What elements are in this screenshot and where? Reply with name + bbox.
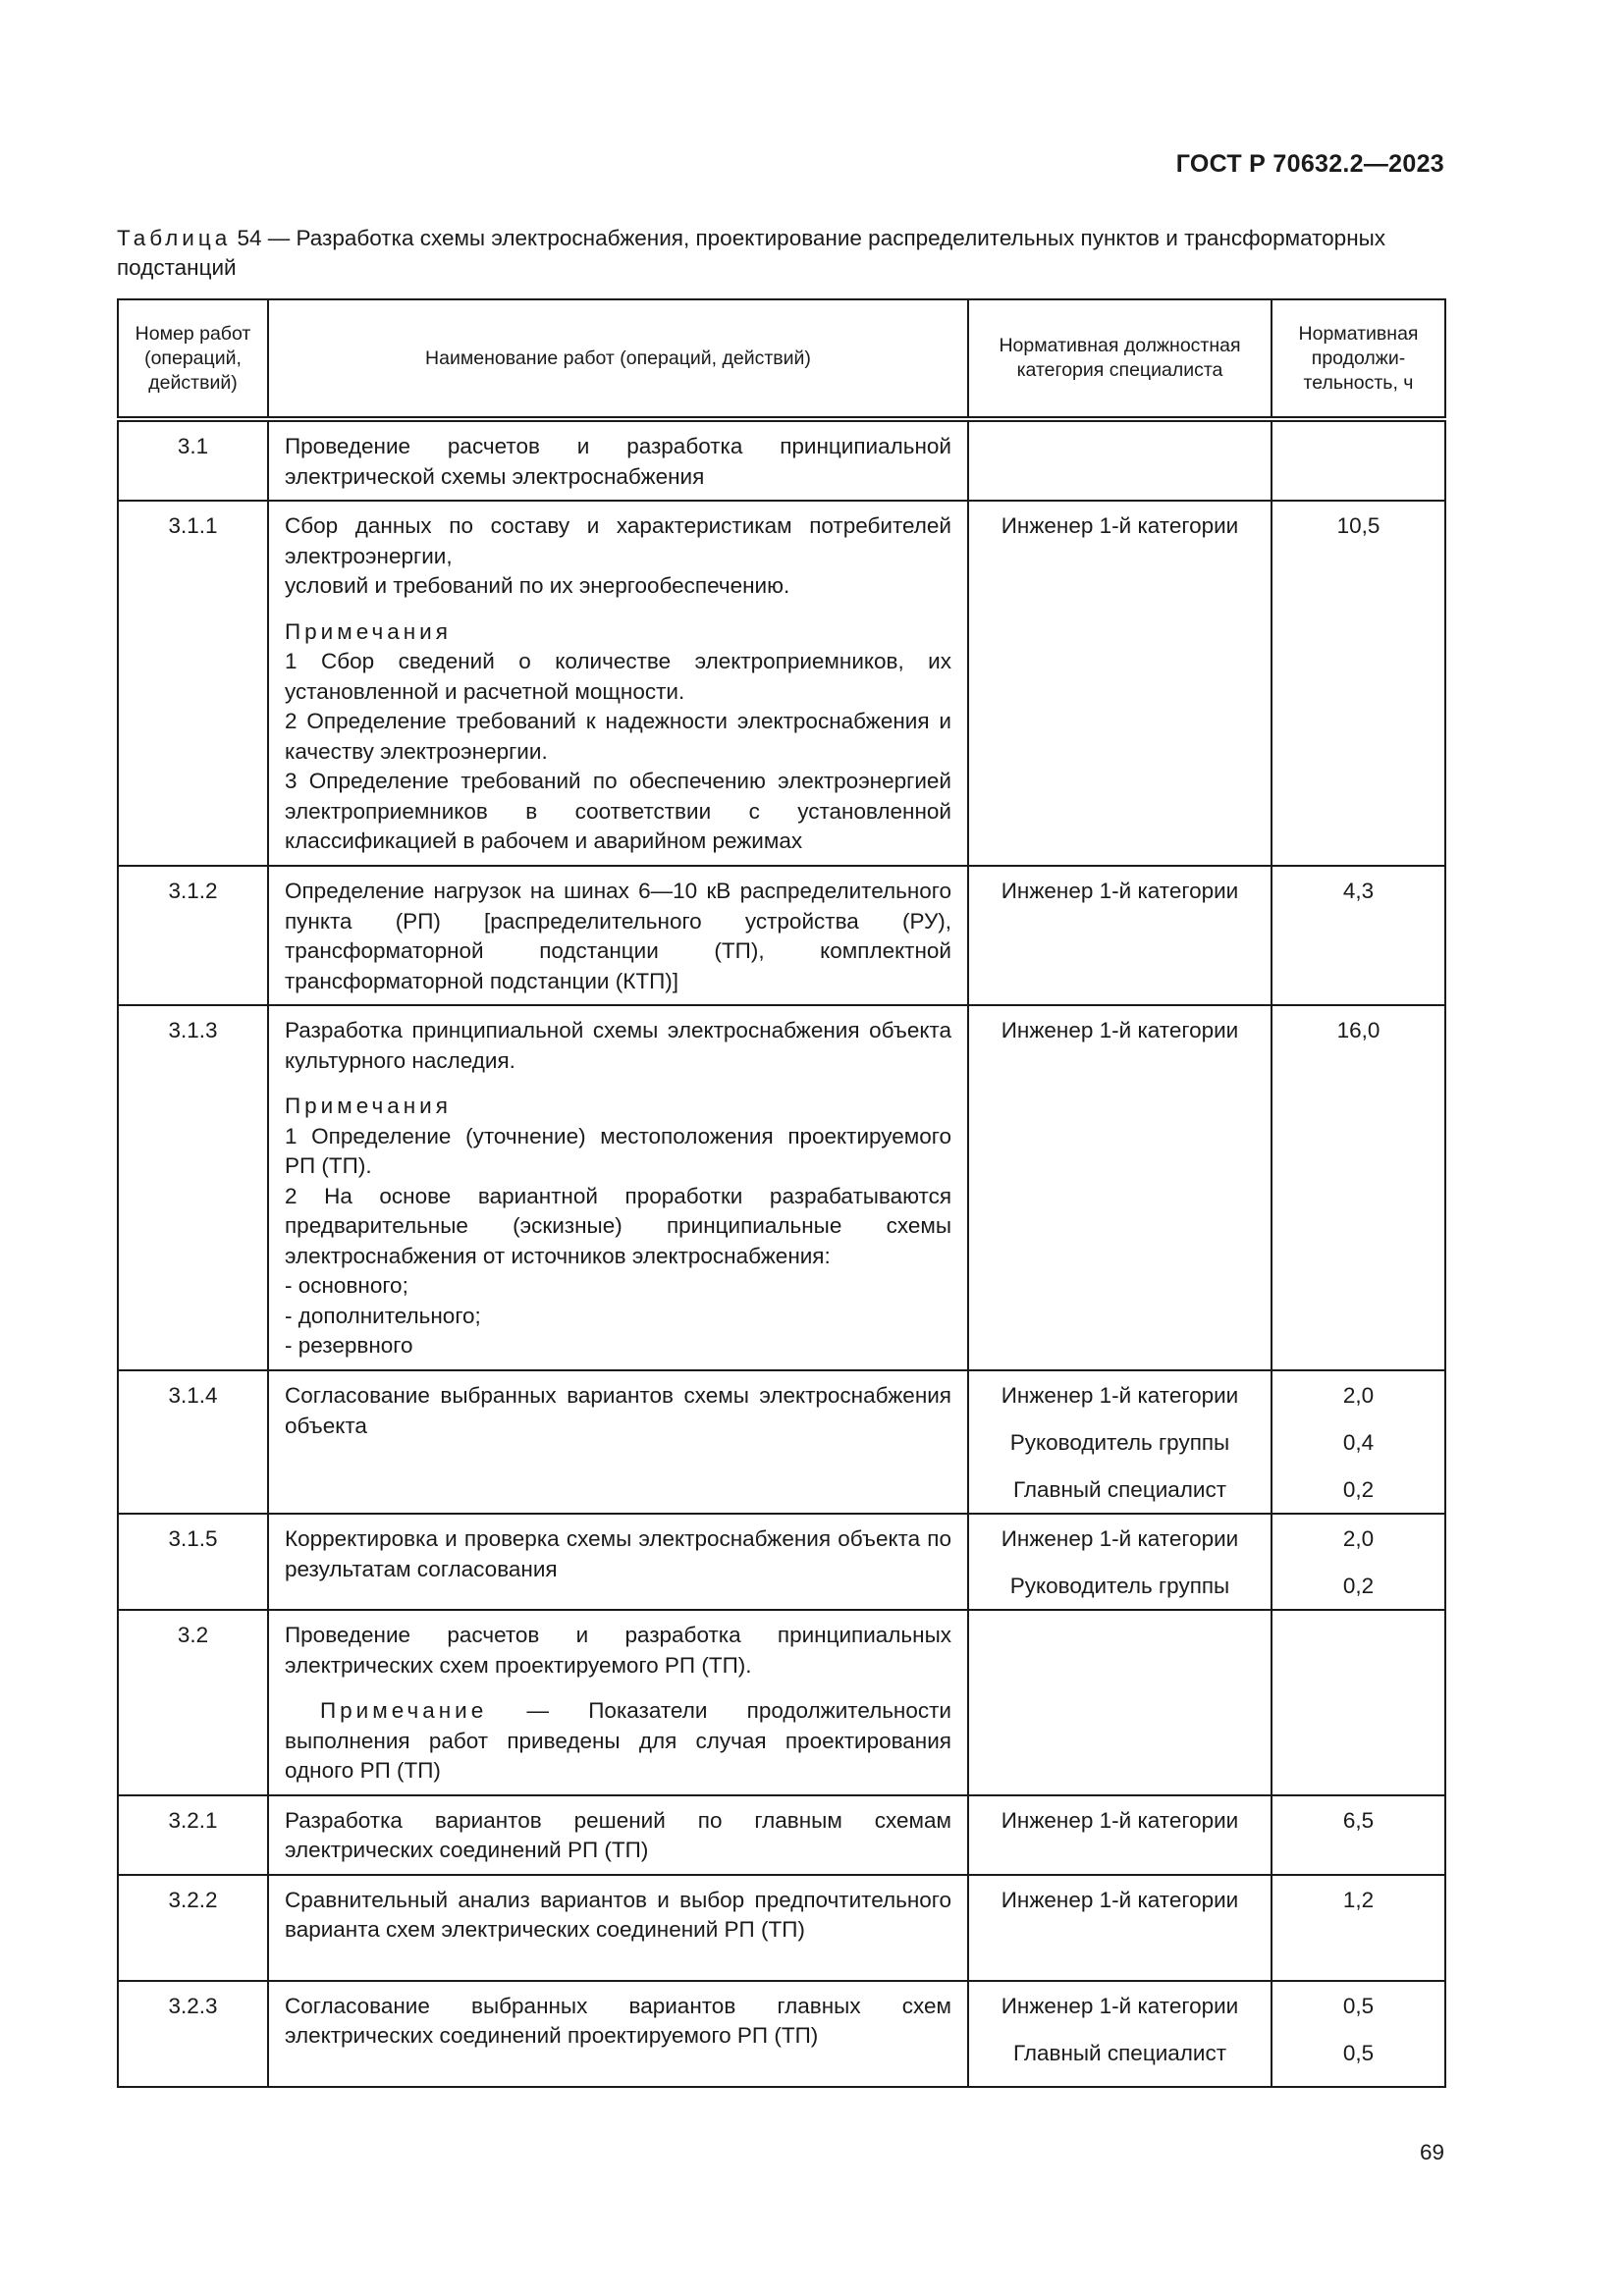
specialist-category-cell xyxy=(968,419,1272,501)
work-name-paragraph: Сравнительный анализ вариантов и выбор предпочтительного варианта схем электрических соединений РП (ТП) xyxy=(285,1887,951,1942)
specialist-category-cell xyxy=(968,1610,1272,1795)
specialist-category: Инженер 1-й категории xyxy=(1001,1887,1239,1912)
duration-hours: 0,2 xyxy=(1342,1477,1375,1502)
table-caption-text: 54 — Разработка схемы электроснабжения, проектирование распределительных пунктов и трансформаторных подстанций xyxy=(117,226,1386,280)
duration-hours: 16,0 xyxy=(1336,1018,1380,1042)
column-header-duration: Нормативная продолжи-тельность, ч xyxy=(1272,299,1445,419)
specialist-category: Инженер 1-й категории xyxy=(1001,1018,1239,1042)
table-row xyxy=(118,1005,1445,1370)
specialist-category-cell xyxy=(968,501,1272,866)
specialist-category-cell xyxy=(968,866,1272,1005)
duration-hours: 4,3 xyxy=(1342,879,1375,903)
table-row xyxy=(118,419,1445,501)
specialist-category: Инженер 1-й категории xyxy=(1001,513,1239,538)
work-name xyxy=(268,1795,968,1875)
work-name-paragraph: - резервного xyxy=(285,1333,413,1358)
work-name-paragraph: Согласование выбранных вариантов главных схем электрических соединений проектируемого РП (ТП) xyxy=(285,1993,951,2048)
duration-hours-cell xyxy=(1272,1514,1445,1610)
work-name-paragraph: условий и требований по их энергообеспечению. xyxy=(285,573,790,598)
column-header-specialist: Нормативная должностная категория специалиста xyxy=(968,299,1272,419)
duration-hours: 0,5 xyxy=(1342,2040,1375,2065)
work-name xyxy=(268,866,968,1005)
specialist-category-cell xyxy=(968,1005,1272,1370)
specialist-category-cell xyxy=(968,1875,1272,1981)
duration-hours: 10,5 xyxy=(1336,513,1380,538)
table-row xyxy=(118,1370,1445,1514)
work-name-paragraph: Проведение расчетов и разработка принципиальной электрической схемы электроснабжения xyxy=(285,434,951,489)
duration-hours-cell xyxy=(1272,1795,1445,1875)
table-row xyxy=(118,1514,1445,1610)
work-name xyxy=(268,1875,968,1981)
work-name-paragraph: Разработка принципиальной схемы электроснабжения объекта культурного наследия. xyxy=(285,1018,951,1073)
work-name-paragraph: Сбор данных по составу и характеристикам потребителей электроэнергии, xyxy=(285,513,951,568)
specialist-category: Инженер 1-й категории xyxy=(1001,879,1239,903)
duration-hours-cell xyxy=(1272,501,1445,866)
work-name-paragraph: 2 Определение требований к надежности электроснабжения и качеству электроэнергии. xyxy=(285,709,951,764)
work-name-paragraph: Согласование выбранных вариантов схемы электроснабжения объекта xyxy=(285,1383,951,1438)
column-header-number: Номер работ (операций, действий) xyxy=(118,299,268,419)
specialist-category: Главный специалист xyxy=(1012,1477,1227,1502)
work-name-paragraph: 1 Сбор сведений о количестве электроприемников, их установленной и расчетной мощности. xyxy=(285,649,951,704)
duration-hours: 2,0 xyxy=(1342,1526,1375,1551)
work-number: 3.1.3 xyxy=(118,1005,268,1370)
duration-hours-cell xyxy=(1272,1370,1445,1514)
work-name xyxy=(268,501,968,866)
specialist-category-cell xyxy=(968,1514,1272,1610)
specialist-category-cell xyxy=(968,1370,1272,1514)
work-name-paragraph: Проведение расчетов и разработка принципиальных электрических схем проектируемого РП (ТП). xyxy=(285,1623,951,1678)
table-row xyxy=(118,1610,1445,1795)
work-name xyxy=(268,1514,968,1610)
work-number: 3.2.2 xyxy=(118,1875,268,1981)
work-number: 3.1.2 xyxy=(118,866,268,1005)
specialist-category: Главный специалист xyxy=(1012,2040,1227,2065)
work-note xyxy=(285,1696,951,1787)
duration-hours-cell xyxy=(1272,1610,1445,1795)
table-row xyxy=(118,1981,1445,2087)
work-name-paragraph: 2 На основе вариантной проработки разрабатываются предварительные (эскизные) принципиальные схемы электроснабжения от источников электроснабжения: xyxy=(285,1183,951,1268)
specialist-category-cell xyxy=(968,1981,1272,2087)
table-row xyxy=(118,501,1445,866)
duration-hours: 2,0 xyxy=(1342,1383,1375,1408)
duration-hours: 0,4 xyxy=(1342,1430,1375,1455)
work-name xyxy=(268,1005,968,1370)
work-number: 3.1.5 xyxy=(118,1514,268,1610)
notes-heading: Примечания xyxy=(285,618,452,644)
work-name-paragraph: - основного; xyxy=(285,1273,408,1298)
work-number: 3.2.3 xyxy=(118,1981,268,2087)
specialist-category: Инженер 1-й категории xyxy=(1001,1383,1239,1408)
work-number: 3.1 xyxy=(118,419,268,501)
work-norms-table xyxy=(117,298,1446,2088)
table-caption-label: Таблица xyxy=(117,226,232,250)
table-row xyxy=(118,866,1445,1005)
specialist-category: Инженер 1-й категории xyxy=(1001,1807,1239,1833)
table-row xyxy=(118,1875,1445,1981)
duration-hours-cell xyxy=(1272,1981,1445,2087)
duration-hours: 1,2 xyxy=(1342,1887,1375,1912)
table-row xyxy=(118,1795,1445,1875)
note-text: — Показатели продолжительности выполнения работ приведены для случая проектирования одного РП (ТП) xyxy=(285,1698,951,1783)
work-number: 3.1.1 xyxy=(118,501,268,866)
specialist-category: Руководитель группы xyxy=(1009,1574,1230,1598)
work-name xyxy=(268,1981,968,2087)
duration-hours-cell xyxy=(1272,419,1445,501)
duration-hours: 6,5 xyxy=(1342,1807,1375,1833)
page-number: 69 xyxy=(1419,2140,1444,2164)
table-header-row xyxy=(118,299,1445,419)
column-header-name: Наименование работ (операций, действий) xyxy=(268,299,968,419)
work-name-paragraph: Разработка вариантов решений по главным схемам электрических соединений РП (ТП) xyxy=(285,1807,951,1862)
duration-hours-cell xyxy=(1272,1875,1445,1981)
work-name-paragraph: - дополнительного; xyxy=(285,1303,481,1328)
specialist-category-cell xyxy=(968,1795,1272,1875)
specialist-category: Руководитель группы xyxy=(1009,1430,1230,1455)
specialist-category: Инженер 1-й категории xyxy=(1001,1993,1239,2018)
work-number: 3.1.4 xyxy=(118,1370,268,1514)
work-name xyxy=(268,1610,968,1795)
document-code: ГОСТ Р 70632.2—2023 xyxy=(1175,150,1444,178)
specialist-category: Инженер 1-й категории xyxy=(1001,1526,1239,1551)
duration-hours-cell xyxy=(1272,866,1445,1005)
work-name-paragraph: 1 Определение (уточнение) местоположения проектируемого РП (ТП). xyxy=(285,1123,951,1178)
duration-hours: 0,5 xyxy=(1342,1993,1375,2018)
work-name-paragraph: 3 Определение требований по обеспечению электроэнергией электроприемников в соответствии с установленной классификацией в рабочем и аварийном режимах xyxy=(285,769,951,853)
duration-hours-cell xyxy=(1272,1005,1445,1370)
duration-hours: 0,2 xyxy=(1342,1574,1375,1598)
table-caption xyxy=(117,224,1444,283)
work-number: 3.2.1 xyxy=(118,1795,268,1875)
work-number: 3.2 xyxy=(118,1610,268,1795)
table-body xyxy=(118,419,1445,2087)
work-name-paragraph: Определение нагрузок на шинах 6—10 кВ распределительного пункта (РП) [распределительного устройства (РУ), трансформаторной подстанции (ТП), комплектной трансформаторной подстанции (КТП)] xyxy=(285,879,951,993)
work-name-paragraph: Корректировка и проверка схемы электроснабжения объекта по результатам согласования xyxy=(285,1526,951,1581)
note-label: Примечание xyxy=(320,1698,488,1723)
work-name xyxy=(268,419,968,501)
work-name xyxy=(268,1370,968,1514)
notes-heading: Примечания xyxy=(285,1094,452,1118)
